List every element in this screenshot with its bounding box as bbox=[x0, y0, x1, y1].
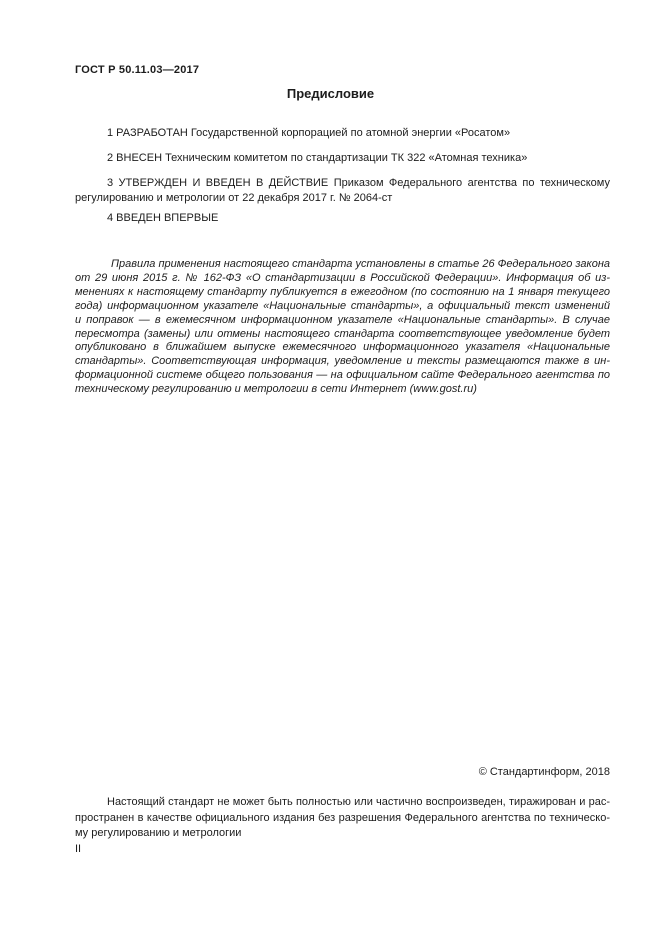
page-number: II bbox=[75, 843, 82, 855]
page-title: Предисловие bbox=[286, 86, 375, 101]
restriction-notice bbox=[75, 795, 610, 842]
doc-code: ГОСТ Р 50.11.03—2017 bbox=[75, 64, 200, 76]
restriction-line: му регулированию и метрологии bbox=[75, 827, 242, 839]
copyright-notice: © Стандартинформ, 2018 bbox=[478, 766, 610, 778]
foreword-item-4: 4 ВВЕДЕН ВПЕРВЫЕ bbox=[107, 212, 219, 224]
restriction-line: пространен в качестве официального издания без разрешения Федерального агентства по техническо- bbox=[75, 811, 610, 824]
legal-notice bbox=[75, 258, 610, 397]
legal-notice-line: опубликовано в ближайшем выпуске ежемесячного информационного указателя «Национальные bbox=[75, 341, 610, 354]
legal-notice-line: пересмотра (замены) или отмены настоящего стандарта соответствующее уведомление будет bbox=[75, 327, 610, 340]
foreword-item-2: 2 ВНЕСЕН Техническим комитетом по стандартизации ТК 322 «Атомная техника» bbox=[107, 152, 528, 164]
legal-notice-line: года) информационном указателе «Национальные стандарты», а официальный текст изменений bbox=[75, 299, 610, 312]
restriction-line: Настоящий стандарт не может быть полностью или частично воспроизведен, тиражирован и рас- bbox=[107, 796, 610, 808]
foreword-item-3-line-2: регулированию и метрологии от 22 декабря 2017 г. № 2064-ст bbox=[75, 192, 393, 204]
legal-notice-line: от 29 июня 2015 г. № 162-ФЗ «О стандартизации в Российской Федерации». Информация об из- bbox=[75, 271, 610, 284]
legal-notice-line: Правила применения настоящего стандарта установлены в статье 26 Федерального закона bbox=[111, 258, 610, 270]
legal-notice-line: стандарты». Соответствующая информация, уведомление и тексты размещаются также в ин- bbox=[75, 355, 610, 368]
foreword-item-1: 1 РАЗРАБОТАН Государственной корпорацией по атомной энергии «Росатом» bbox=[107, 127, 511, 139]
foreword-item-3-line-1: 3 УТВЕРЖДЕН И ВВЕДЕН В ДЕЙСТВИЕ Приказом Федерального агентства по техническому bbox=[107, 177, 610, 189]
foreword-item-3 bbox=[75, 176, 610, 206]
legal-notice-line: техническому регулированию и метрологии в сети Интернет (www.gost.ru) bbox=[75, 383, 477, 396]
legal-notice-line: менениях к настоящему стандарту публикуется в ежегодном (по состоянию на 1 января текущего bbox=[75, 285, 610, 298]
legal-notice-line: формационной системе общего пользования — на официальном сайте Федерального агентства по bbox=[75, 369, 610, 382]
legal-notice-line: и поправок — в ежемесячном информационном указателе «Национальные стандарты». В случае bbox=[75, 313, 610, 326]
